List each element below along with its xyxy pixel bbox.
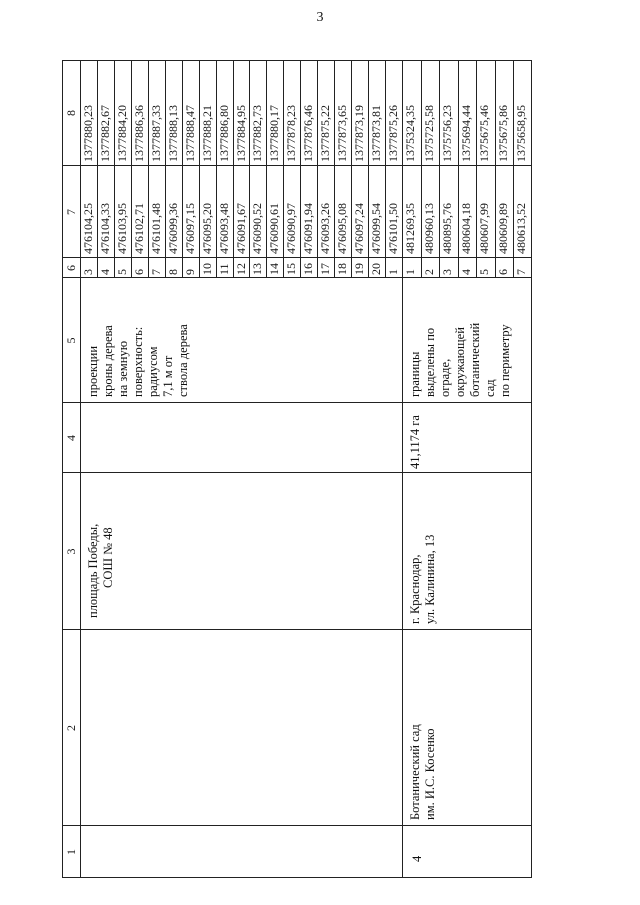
coordinate-y: 1377880,23 — [81, 105, 95, 162]
table-border-left — [62, 877, 532, 878]
coordinate-y: 1377873,19 — [352, 105, 367, 162]
coordinate-y: 1377873,65 — [335, 105, 350, 162]
point-number: 7 — [514, 269, 529, 275]
point-number: 20 — [369, 263, 384, 275]
coordinate-y: 1377873,81 — [369, 105, 384, 162]
point-number: 3 — [440, 269, 455, 275]
column-header: 7 — [64, 209, 78, 215]
coordinate-y: 1375658,95 — [514, 105, 529, 162]
coordinate-x: 480604,18 — [458, 203, 473, 254]
rotated-table-area — [62, 60, 532, 878]
point-number: 1 — [386, 269, 401, 275]
point-number: 7 — [148, 269, 163, 275]
point-number: 1 — [403, 269, 417, 275]
coordinate-y: 1377882,67 — [97, 105, 112, 162]
column-divider — [62, 257, 532, 258]
point-number: 16 — [301, 263, 316, 275]
block2-index: 4 — [410, 855, 424, 862]
column-header: 3 — [64, 548, 78, 555]
column-header: 2 — [64, 725, 78, 731]
point-number: 17 — [318, 263, 333, 275]
point-number: 11 — [216, 263, 231, 275]
column-header: 1 — [64, 849, 78, 855]
block1-description-line: 7,1 м от — [161, 355, 175, 397]
table-border-top — [62, 60, 63, 878]
block2-description-line: сад — [483, 379, 497, 397]
block2-address-line: г. Краснодар, — [408, 554, 422, 624]
coordinate-y: 1375756,23 — [440, 105, 455, 162]
column-header: 4 — [64, 435, 78, 441]
coordinate-x: 476095,20 — [199, 203, 214, 254]
coordinate-y: 1377875,22 — [318, 105, 333, 162]
coordinate-x: 476104,25 — [81, 203, 95, 254]
coordinate-x: 481269,35 — [403, 203, 417, 254]
coordinate-y: 1377884,95 — [233, 105, 248, 162]
coordinate-x: 476095,08 — [335, 203, 350, 254]
column-header: 5 — [64, 337, 78, 344]
point-number: 14 — [267, 263, 282, 275]
point-number: 6 — [495, 269, 510, 275]
table-border-right — [62, 60, 532, 61]
coordinate-y: 1375675,86 — [495, 105, 510, 162]
coordinate-y: 1377887,33 — [148, 105, 163, 162]
coordinate-x: 476090,97 — [284, 203, 299, 254]
block2-description-line: по периметру — [498, 324, 512, 397]
coordinate-y: 1375324,35 — [403, 105, 417, 162]
block1-address-line: площадь Победы, — [86, 523, 100, 618]
coordinate-x: 476097,24 — [352, 203, 367, 254]
coordinate-y: 1377888,13 — [165, 105, 180, 162]
coordinate-y: 1377880,17 — [267, 105, 282, 162]
column-divider — [62, 277, 532, 278]
point-number: 5 — [114, 269, 129, 275]
coordinate-x: 476093,26 — [318, 203, 333, 254]
point-number: 2 — [421, 269, 436, 275]
coordinate-x: 476090,52 — [250, 203, 265, 254]
coordinates-table — [62, 60, 532, 878]
coordinate-x: 476101,50 — [386, 203, 401, 254]
coordinate-x: 476090,61 — [267, 203, 282, 254]
block2-area: 41,1174 га — [408, 415, 422, 469]
block2-address-line: ул. Калинина, 13 — [423, 534, 437, 624]
block2-name-line: им. И.С. Косенко — [423, 728, 437, 820]
coordinate-y: 1377884,20 — [114, 105, 129, 162]
coordinate-x: 476101,48 — [148, 203, 163, 254]
column-divider — [62, 402, 532, 403]
block2-description-line: ботанический — [468, 322, 482, 397]
coordinate-x: 480960,13 — [421, 203, 436, 254]
point-number: 18 — [335, 263, 350, 275]
table-border-bottom — [531, 60, 532, 878]
coordinate-x: 480609,89 — [495, 203, 510, 254]
column-divider — [62, 629, 532, 630]
coordinate-y: 1377888,21 — [199, 105, 214, 162]
coordinate-y: 1377888,47 — [182, 105, 197, 162]
column-header: 6 — [64, 265, 78, 271]
point-number: 5 — [477, 269, 492, 275]
coordinate-y: 1377875,26 — [386, 105, 401, 162]
point-number: 3 — [81, 269, 95, 275]
block2-description-line: окружающей — [453, 327, 467, 397]
point-number: 8 — [165, 269, 180, 275]
coordinate-x: 476104,33 — [97, 203, 112, 254]
page-number: 3 — [316, 10, 324, 25]
block1-description-line: радиусом — [146, 346, 160, 397]
coordinate-y: 1377882,73 — [250, 105, 265, 162]
column-divider — [62, 825, 532, 826]
coordinate-x: 476103,95 — [114, 203, 129, 254]
block2-description-line: выделены по — [423, 327, 437, 397]
block1-description-line: поверхность: — [131, 326, 145, 397]
coordinate-y: 1375725,58 — [421, 105, 436, 162]
block1-description-line: на земную — [116, 340, 130, 397]
coordinate-x: 476091,94 — [301, 203, 316, 254]
block2-description-line: границы — [408, 351, 422, 397]
header-separator — [80, 60, 81, 878]
coordinate-x: 480895,76 — [440, 203, 455, 254]
point-number: 12 — [233, 263, 248, 275]
coordinate-x: 476097,15 — [182, 203, 197, 254]
point-number: 10 — [199, 263, 214, 275]
block1-description-line: ствола дерева — [176, 324, 190, 397]
point-number: 13 — [250, 263, 265, 275]
coordinate-y: 1377876,46 — [301, 105, 316, 162]
block2-name-line: Ботанический сад — [408, 724, 422, 820]
block1-address-line: СОШ № 48 — [101, 527, 115, 588]
block1-description-line: кроны дерева — [101, 325, 115, 397]
point-number: 4 — [458, 269, 473, 275]
coordinate-x: 476099,36 — [165, 203, 180, 254]
block1-description-line: проекции — [86, 345, 100, 397]
coordinate-y: 1377886,80 — [216, 105, 231, 162]
point-number: 6 — [131, 269, 146, 275]
point-number: 9 — [182, 269, 197, 275]
point-number: 19 — [352, 263, 367, 275]
coordinate-x: 476099,54 — [369, 203, 384, 254]
coordinate-y: 1377886,36 — [131, 105, 146, 162]
coordinate-x: 476093,48 — [216, 203, 231, 254]
point-number: 4 — [97, 269, 112, 275]
coordinate-y: 1375694,44 — [458, 105, 473, 162]
coordinate-y: 1377878,23 — [284, 105, 299, 162]
coordinate-x: 480613,52 — [514, 203, 529, 254]
section-separator — [402, 60, 403, 878]
coordinate-y: 1375675,46 — [477, 105, 492, 162]
point-number: 15 — [284, 263, 299, 275]
column-divider — [62, 472, 532, 473]
block2-description-line: ограде, — [438, 358, 452, 397]
coordinate-x: 476102,71 — [131, 203, 146, 254]
column-header: 8 — [64, 110, 78, 116]
coordinate-x: 476091,67 — [233, 203, 248, 254]
coordinate-x: 480607,99 — [477, 203, 492, 254]
column-divider — [62, 165, 532, 166]
